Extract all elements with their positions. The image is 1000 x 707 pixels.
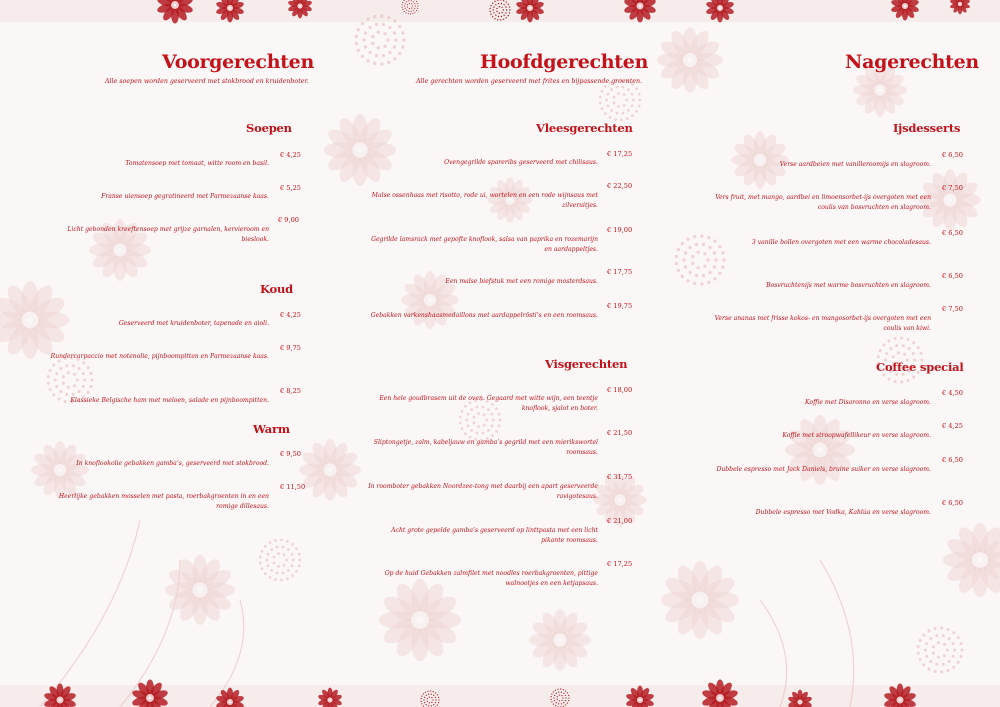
stem-decoration <box>820 560 854 707</box>
stem-decoration <box>40 520 140 707</box>
item-price: € 17,75 <box>607 268 633 276</box>
flower-decoration <box>943 523 1000 597</box>
item-price: € 6,50 <box>942 499 963 507</box>
item-price: € 9,75 <box>280 344 301 352</box>
item-description: Rundercarpaccio met notenolie, pijnboompitten en Parmezaanse kaas. <box>50 353 269 360</box>
section-soepen: Soepen <box>246 121 292 135</box>
item-description: Tomatensoep met tomaat, witte room en basil. <box>125 160 269 167</box>
item-description: Verse ananas met frisse kokos- en mangosorbet-ijs overgoten met een coulis van kiwi. <box>714 315 931 332</box>
item-description: Bosvruchtenijs met warme bosvruchten en slagroom. <box>766 282 931 289</box>
item-price: € 21,00 <box>607 517 633 525</box>
column-intro: Alle soepen worden geserveerd met stokbrood en kruidenboter. <box>105 78 309 85</box>
item-price: € 4,25 <box>942 422 963 430</box>
flower-decoration <box>131 679 169 707</box>
column-title: Voorgerechten <box>162 51 314 73</box>
item-price: € 22,50 <box>607 182 633 190</box>
item-description: Dubbele espresso met Jack Daniels, bruine suiker en verse slagroom. <box>716 466 931 473</box>
item-price: € 9,00 <box>278 216 299 224</box>
item-description: Klassieke Belgische ham met meloen, salade en pijnboompitten. <box>70 397 269 404</box>
item-description: Franse uiensoep gegratineerd met Parmezaanse kaas. <box>101 193 269 200</box>
item-description: Vers fruit, met mango, aardbei en limoensorbet-ijs overgoten met een coulis van bosvruchten en slagroom. <box>715 194 931 211</box>
flower-decoration <box>299 439 361 501</box>
flower-decoration <box>657 27 723 93</box>
dot-cluster-decoration <box>259 539 302 582</box>
dot-cluster-decoration <box>917 627 964 674</box>
section-ijsdesserts: Ijsdesserts <box>893 121 961 135</box>
item-description: In knoflookolie gebakken gamba’s, geserveerd met stokbrood. <box>76 460 269 467</box>
item-description: Acht grote gepelde gamba’s geserveerd op linttpasta met een licht pikante roomsaus. <box>391 527 598 544</box>
item-price: € 11,50 <box>280 483 306 491</box>
item-description: Verse aardbeien met vanilleroomijs en slagroom. <box>779 161 931 168</box>
item-price: € 19,75 <box>607 302 633 310</box>
section-koud: Koud <box>260 282 294 296</box>
item-price: € 6,50 <box>942 272 963 280</box>
item-description: Licht gebonden kreeftensoep met grijze garnalen, kervieroom en bieslook. <box>67 226 269 243</box>
item-description: Heerlijke gebakken mosselen met pasta, roerbakgroenten in en een romige dillesaus. <box>58 493 269 510</box>
item-price: € 19,00 <box>607 226 633 234</box>
item-description: Dubbele espresso met Vodka, Kahlúa en verse slagroom. <box>755 509 931 516</box>
item-price: € 8,25 <box>280 387 301 395</box>
item-description: Malse ossenhaas met risotto, rode ui, wortelen en een rode wijnsaus met zilveruitjes. <box>371 192 598 209</box>
section-visgerechten: Visgerechten <box>545 357 628 371</box>
section-vleesgerechten: Vleesgerechten <box>536 121 633 135</box>
flower-decoration <box>324 114 396 186</box>
item-price: € 6,50 <box>942 456 963 464</box>
item-description: Op de huid Gebakken zalmfilet met noodles roerbakgroenten, pittige walnootjes en een ketjapsaus. <box>384 570 598 587</box>
item-description: In roomboter gebakken Noordzee-tong met daarbij een apart geserveerde ravigotesaus. <box>368 483 598 500</box>
flower-decoration <box>31 441 89 499</box>
item-description: 3 vanille bollen overgoten met een warme chocoladesaus. <box>751 239 931 246</box>
section-warm: Warm <box>253 422 290 436</box>
item-price: € 7,50 <box>942 184 963 192</box>
item-price: € 6,50 <box>942 229 963 237</box>
item-description: Gegrilde lamsrack met gepofte knoflook, salsa van paprika en rozemarijn en aardappeltjes. <box>371 236 598 253</box>
item-description: Sliptongetje, zalm, kabeljauw en gamba’s gegrild met een mierikswortel roomsaus. <box>373 439 598 456</box>
item-price: € 18,00 <box>607 386 633 394</box>
item-price: € 21,50 <box>607 429 633 437</box>
section-coffee-special: Coffee special <box>876 360 964 374</box>
item-description: Een malse biefstuk met een romige mosterdsaus. <box>445 278 598 285</box>
dot-cluster-decoration <box>355 14 406 65</box>
item-description: Ovengegrilde spareribs geserveerd met chilisaus. <box>444 159 598 166</box>
flower-decoration <box>529 609 591 671</box>
item-description: Een hele goudbrasem uit de oven. Gegaard met witte wijn, een teentje knoflook, sjalot en boter. <box>379 395 598 412</box>
item-description: Koffie met Disaronno en verse slagroom. <box>805 399 931 406</box>
column-title: Hoofdgerechten <box>480 51 649 73</box>
item-description: Koffie met stroopwafellikeur en verse slagroom. <box>782 432 931 439</box>
item-price: € 6,50 <box>942 151 963 159</box>
flower-decoration <box>379 579 461 661</box>
column-intro: Alle gerechten worden geserveerd met frites en bijpassende groenten. <box>416 78 643 85</box>
item-description: Geserveerd met kruidenboter, tapenade en aioli. <box>118 320 269 327</box>
flower-decoration <box>701 679 739 707</box>
column-title: Nagerechten <box>845 51 979 73</box>
item-price: € 17,25 <box>607 150 633 158</box>
flower-decoration <box>661 561 739 639</box>
item-price: € 17,25 <box>607 560 633 568</box>
item-description: Gebakken varkenshaasmedaillons met aardappelrösti’s en een roomsaus. <box>370 312 598 319</box>
item-price: € 4,25 <box>280 151 301 159</box>
dot-cluster-decoration <box>599 79 642 122</box>
item-price: € 31,75 <box>607 473 633 481</box>
item-price: € 5,25 <box>280 184 301 192</box>
item-price: € 9,50 <box>280 450 301 458</box>
item-price: € 4,50 <box>942 389 963 397</box>
flower-decoration <box>165 555 235 625</box>
item-price: € 4,25 <box>280 311 301 319</box>
item-price: € 7,50 <box>942 305 963 313</box>
